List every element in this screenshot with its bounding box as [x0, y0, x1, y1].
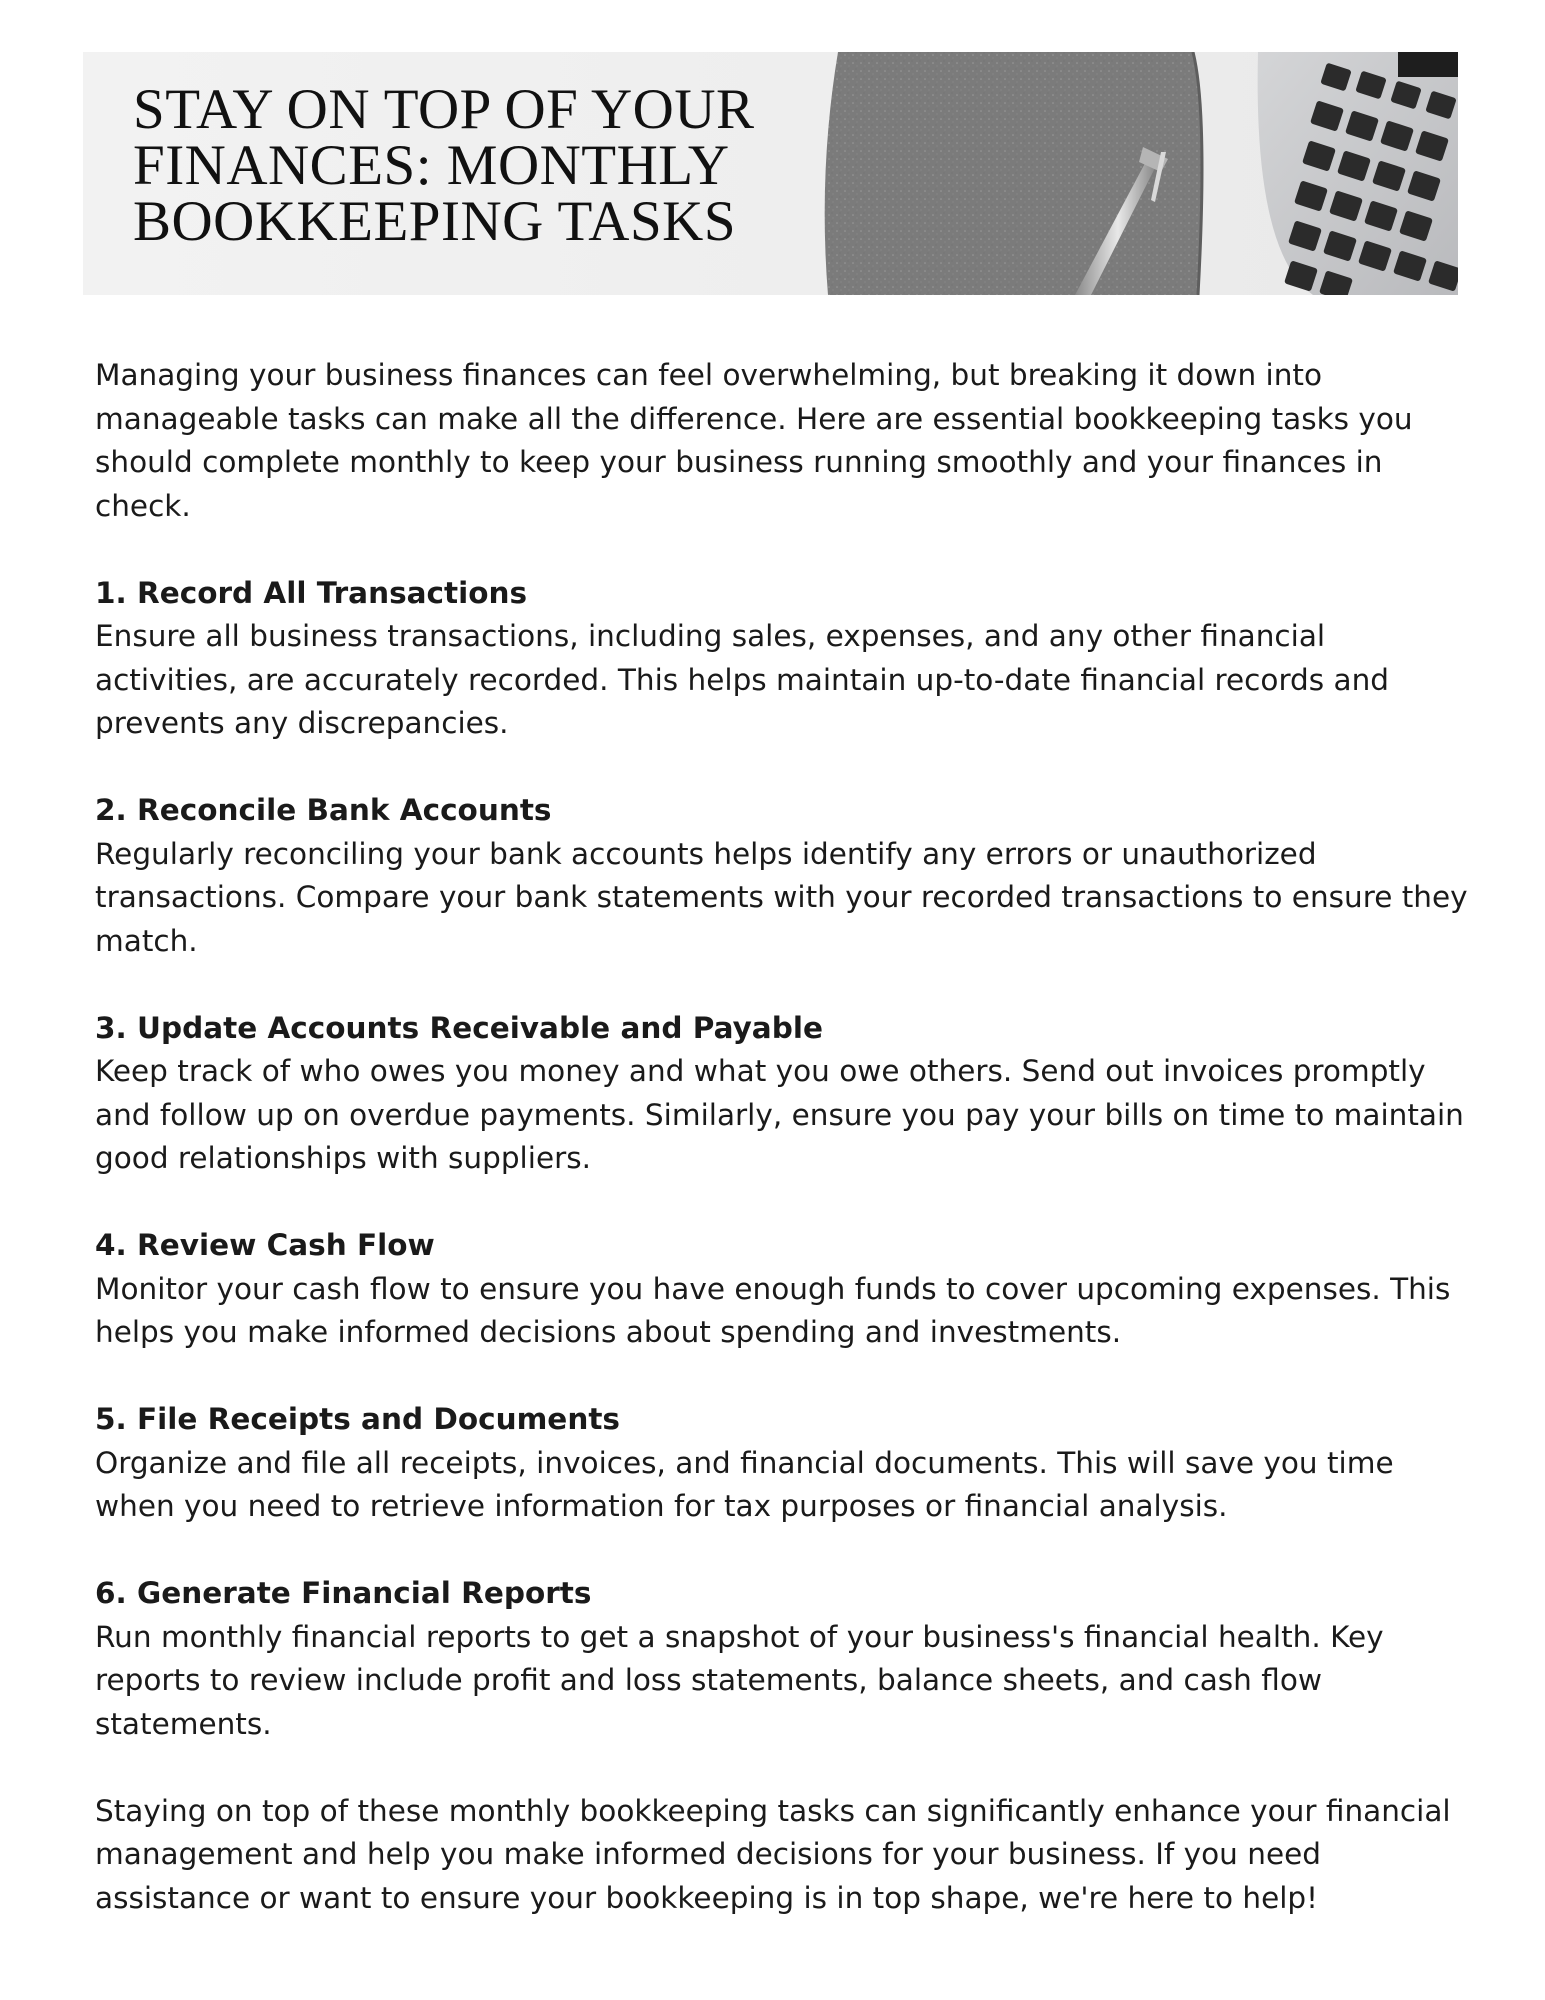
article-body [95, 354, 1475, 1920]
task-section [95, 1398, 1475, 1529]
title-line: BOOKKEEPING TASKS [133, 190, 737, 253]
task-body: Keep track of who owes you money and what you owe others. Send out invoices promptly and follow up on overdue payments. Similarly, ensure you pay your bills on time to maintain good relationships with suppliers. [95, 1054, 1464, 1175]
task-heading: 6. Generate Financial Reports [95, 1576, 592, 1610]
task-body: Organize and file all receipts, invoices, and financial documents. This will save you time when you need to retrieve information for tax purposes or financial analysis. [95, 1445, 1394, 1523]
conclusion-paragraph: Staying on top of these monthly bookkeeping tasks can significantly enhance your financial management and help you make informed decisions for your business. If you need assistance or want to ensure your bookkeeping is in top shape, we're here to help! [95, 1793, 1451, 1915]
task-section [95, 1224, 1475, 1355]
task-body: Regularly reconciling your bank accounts helps identify any errors or unauthorized transactions. Compare your bank statements with your recorded transactions to ensure they match. [95, 836, 1468, 958]
task-body: Monitor your cash flow to ensure you have enough funds to cover upcoming expenses. This helps you make informed decisions about spending and investments. [95, 1271, 1451, 1349]
task-body: Run monthly financial reports to get a snapshot of your business's financial health. Key reports to review include profit and loss statements, balance sheets, and cash flow statements. [95, 1619, 1384, 1741]
task-body: Ensure all business transactions, including sales, expenses, and any other financial activities, are accurately recorded. This helps maintain up-to-date financial records and prevents any discrepancies. [95, 619, 1390, 740]
task-section [95, 1572, 1475, 1746]
task-heading: 4. Review Cash Flow [95, 1228, 435, 1262]
intro-paragraph: Managing your business finances can feel overwhelming, but breaking it down into manageable tasks can make all the difference. Here are essential bookkeeping tasks you should complete monthly to keep your business running smoothly and your finances in check. [95, 358, 1413, 523]
task-heading: 2. Reconcile Bank Accounts [95, 793, 552, 827]
page-title [133, 78, 755, 253]
header-banner [83, 52, 1458, 295]
title-line: FINANCES: MONTHLY [133, 134, 730, 197]
task-section [95, 1007, 1475, 1181]
task-heading: 5. File Receipts and Documents [95, 1402, 620, 1436]
task-heading: 1. Record All Transactions [95, 575, 528, 610]
task-section [95, 789, 1475, 963]
task-section [95, 572, 1475, 746]
title-line: STAY ON TOP OF YOUR [133, 78, 755, 141]
laptop-keyboard-icon [1258, 52, 1458, 295]
task-heading: 3. Update Accounts Receivable and Payable [95, 1010, 823, 1045]
